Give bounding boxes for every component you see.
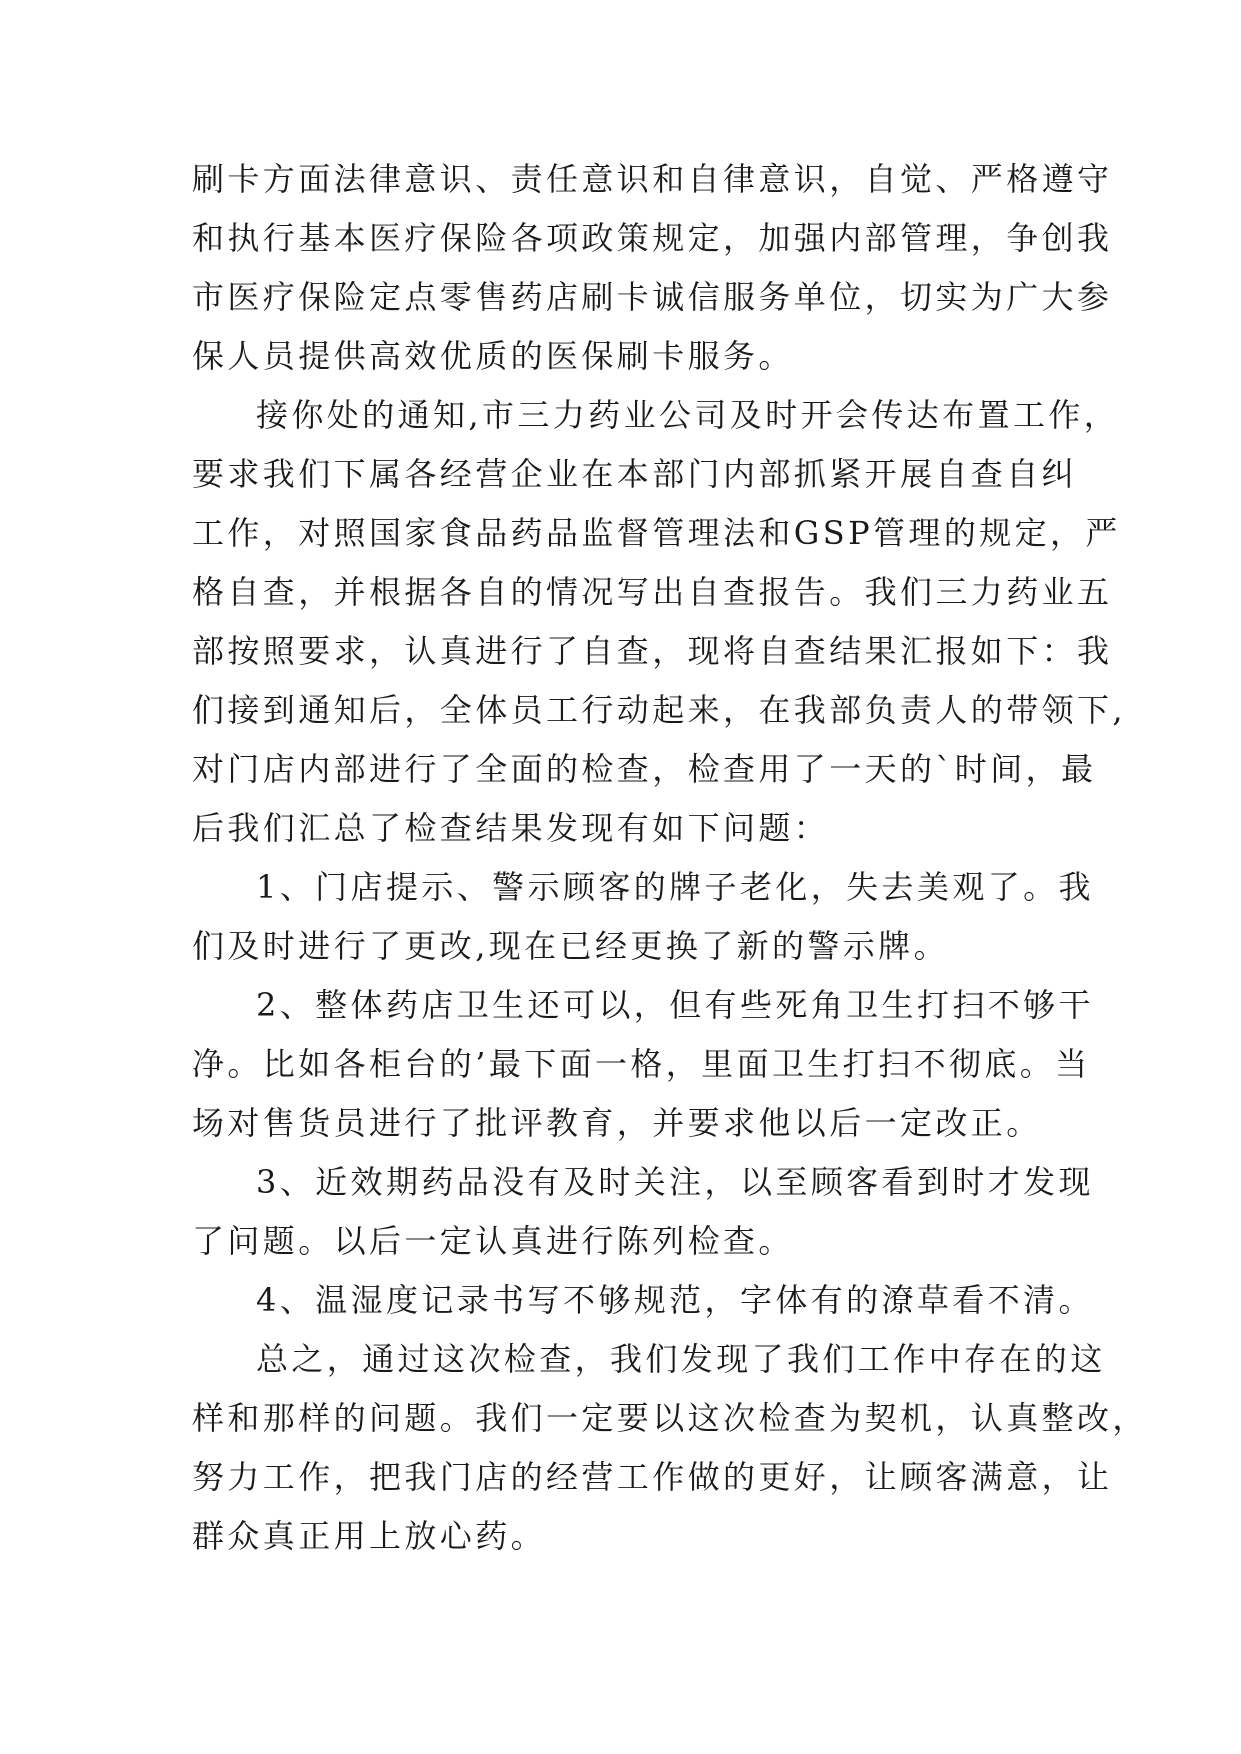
- text-line: 对门店内部进行了全面的检查，检查用了一天的`时间，最: [192, 750, 1097, 788]
- text-line: 要求我们下属各经营企业在本部门内部抓紧开展自查自纠: [192, 455, 1078, 493]
- text-line: 总之，通过这次检查，我们发现了我们工作中存在的这: [256, 1340, 1106, 1378]
- text-line: 接你处的通知,市三力药业公司及时开会传达布置工作，: [256, 396, 1120, 434]
- text-line: 格自查，并根据各自的情况写出自查报告。我们三力药业五: [192, 573, 1113, 611]
- text-line: 们接到通知后，全体员工行动起来，在我部负责人的带领下,: [192, 691, 1126, 729]
- text-line: 们及时进行了更改,现在已经更换了新的警示牌。: [192, 927, 949, 965]
- text-line: 3、近效期药品没有及时关注，以至顾客看到时才发现: [256, 1163, 1094, 1201]
- text-line: 场对售货员进行了批评教育，并要求他以后一定改正。: [192, 1104, 1042, 1142]
- text-line: 市医疗保险定点零售药店刷卡诚信服务单位，切实为广大参: [192, 278, 1113, 316]
- text-line: 保人员提供高效优质的医保刷卡服务。: [192, 337, 794, 375]
- document-body: [192, 150, 1148, 1566]
- text-line: 2、整体药店卫生还可以，但有些死角卫生打扫不够干: [256, 986, 1094, 1024]
- text-line: 和执行基本医疗保险各项政策规定，加强内部管理，争创我: [192, 219, 1113, 257]
- text-line: 后我们汇总了检查结果发现有如下问题：: [192, 809, 830, 847]
- text-line: 4、温湿度记录书写不够规范，字体有的潦草看不清。: [256, 1281, 1094, 1319]
- text-line: 努力工作，把我门店的经营工作做的更好，让顾客满意，让: [192, 1458, 1113, 1496]
- paragraph-notice: [192, 386, 1126, 858]
- text-line: 净。比如各柜台的’最下面一格，里面卫生打扫不彻底。当: [192, 1045, 1091, 1083]
- paragraph-issue-1: [192, 858, 1094, 976]
- text-line: 刷卡方面法律意识、责任意识和自律意识，自觉、严格遵守: [192, 160, 1113, 198]
- paragraph-conclusion: [192, 1330, 1148, 1566]
- text-line: 样和那样的问题。我们一定要以这次检查为契机，认真整改，: [192, 1399, 1148, 1437]
- paragraph-intro: [192, 150, 1113, 386]
- paragraph-issue-3: [192, 1153, 1094, 1271]
- paragraph-issue-2: [192, 976, 1094, 1153]
- text-line: 部按照要求，认真进行了自查，现将自查结果汇报如下：我: [192, 632, 1113, 670]
- text-line: 了问题。以后一定认真进行陈列检查。: [192, 1222, 794, 1260]
- text-line: 工作，对照国家食品药品监督管理法和GSP管理的规定，严: [192, 514, 1121, 552]
- paragraph-issue-4: [192, 1271, 1094, 1330]
- text-line: 群众真正用上放心药。: [192, 1517, 547, 1555]
- text-line: 1、门店提示、警示顾客的牌子老化，失去美观了。我: [256, 868, 1094, 906]
